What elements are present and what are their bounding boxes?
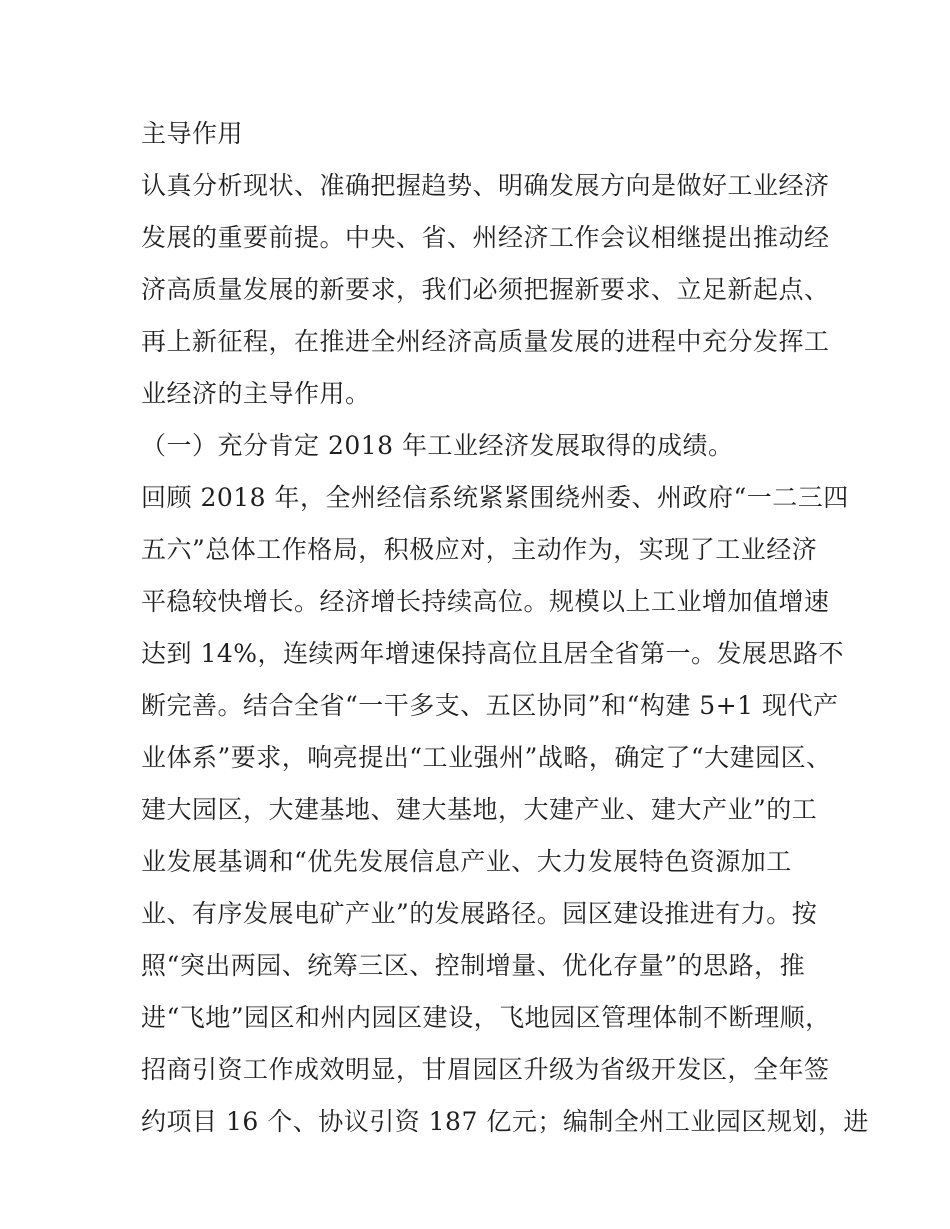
text-line: 认真分析现状、准确把握趋势、明确发展方向是做好工业经济	[141, 171, 830, 200]
text-line: 平稳较快增长。经济增长持续高位。规模以上工业增加值增速	[141, 587, 830, 616]
text-line: 建大园区，大建基地、建大基地，大建产业、建大产业”的工	[141, 795, 818, 824]
text-line: 断完善。结合全省“一干多支、五区协同”和“构建 5+1 现代产	[141, 691, 839, 720]
text-line: 达到 14%，连续两年增速保持高位且居全省第一。发展思路不	[141, 639, 845, 668]
text-line: 主导作用	[141, 119, 244, 148]
document-body	[141, 108, 869, 1148]
text-line: 业体系”要求，响亮提出“工业强州”战略，确定了“大建园区、	[141, 743, 832, 772]
text-line: 约项目 16 个、协议引资 187 亿元；编制全州工业园区规划，进	[141, 1107, 869, 1136]
section-heading: （一）充分肯定 2018 年工业经济发展取得的成绩。	[141, 431, 734, 460]
text-line: 发展的重要前提。中央、省、州经济工作会议相继提出推动经	[141, 223, 830, 252]
text-line: 招商引资工作成效明显，甘眉园区升级为省级开发区，全年签	[141, 1055, 830, 1084]
text-line: 济高质量发展的新要求，我们必须把握新要求、立足新起点、	[141, 275, 830, 304]
text-line: 进“飞地”园区和州内园区建设，飞地园区管理体制不断理顺，	[141, 1003, 831, 1032]
text-line: 回顾 2018 年，全州经信系统紧紧围绕州委、州政府“一二三四	[141, 483, 849, 512]
text-line: 业、有序发展电矿产业”的发展路径。园区建设推进有力。按	[141, 899, 818, 928]
text-line: 再上新征程，在推进全州经济高质量发展的进程中充分发挥工	[141, 327, 830, 356]
text-line: 业经济的主导作用。	[141, 379, 371, 408]
text-line: 业发展基调和“优先发展信息产业、大力发展特色资源加工	[141, 847, 792, 876]
text-line: 五六”总体工作格局，积极应对，主动作为，实现了工业经济	[141, 535, 818, 564]
text-line: 照“突出两园、统筹三区、控制增量、优化存量”的思路，推	[141, 951, 806, 980]
